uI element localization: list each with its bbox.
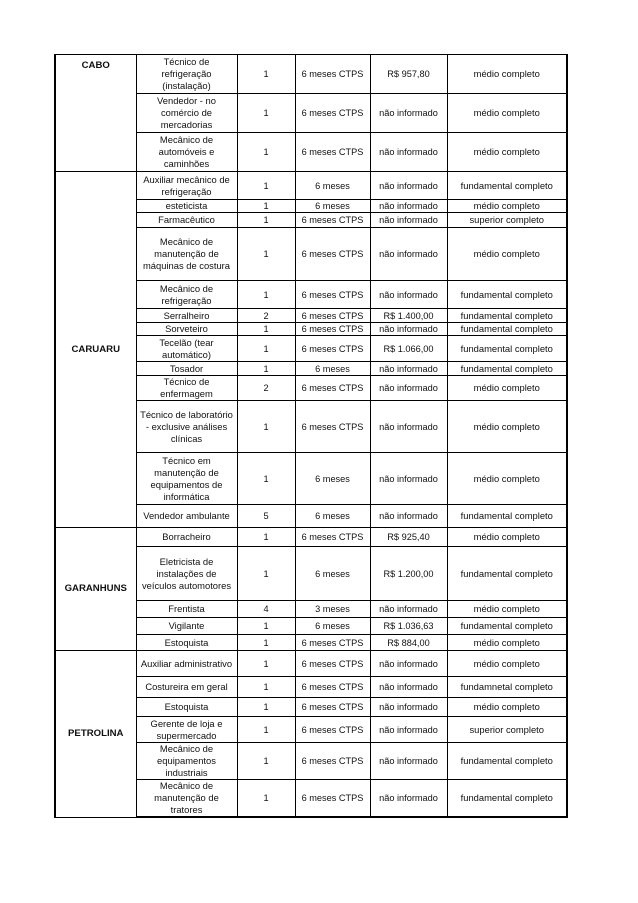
education-cell: médio completo <box>447 601 567 618</box>
job-title-cell: Mecânico de refrigeração <box>136 281 237 309</box>
city-cell: CABO <box>55 55 136 172</box>
job-title-cell: Frentista <box>136 601 237 618</box>
contract-cell: 6 meses CTPS <box>295 228 370 281</box>
education-cell: superior completo <box>447 213 567 228</box>
vacancies-cell: 1 <box>237 228 295 281</box>
education-cell: médio completo <box>447 228 567 281</box>
education-cell: médio completo <box>447 133 567 172</box>
salary-cell: não informado <box>370 133 447 172</box>
vacancies-cell: 1 <box>237 651 295 677</box>
job-title-cell: Mecânico de automóveis e caminhões <box>136 133 237 172</box>
contract-cell: 6 meses CTPS <box>295 323 370 336</box>
vacancies-cell: 1 <box>237 94 295 133</box>
job-title-cell: Técnico de laboratório - exclusive análises clínicas <box>136 401 237 453</box>
education-cell: fundamental completo <box>447 323 567 336</box>
contract-cell: 6 meses <box>295 200 370 213</box>
vacancies-cell: 1 <box>237 323 295 336</box>
contract-cell: 6 meses CTPS <box>295 698 370 717</box>
table-row <box>55 528 567 547</box>
contract-cell: 6 meses CTPS <box>295 743 370 780</box>
contract-cell: 6 meses <box>295 618 370 635</box>
salary-cell: não informado <box>370 401 447 453</box>
salary-cell: não informado <box>370 228 447 281</box>
vacancies-cell: 2 <box>237 376 295 401</box>
vacancies-cell: 4 <box>237 601 295 618</box>
job-title-cell: Auxiliar mecânico de refrigeração <box>136 172 237 200</box>
education-cell: médio completo <box>447 94 567 133</box>
vacancies-cell: 1 <box>237 336 295 362</box>
vacancies-cell: 1 <box>237 743 295 780</box>
education-cell: médio completo <box>447 635 567 651</box>
salary-cell: não informado <box>370 200 447 213</box>
contract-cell: 6 meses CTPS <box>295 309 370 323</box>
vacancies-cell: 1 <box>237 200 295 213</box>
salary-cell: não informado <box>370 213 447 228</box>
contract-cell: 6 meses CTPS <box>295 336 370 362</box>
education-cell: médio completo <box>447 401 567 453</box>
education-cell: fundamental completo <box>447 336 567 362</box>
salary-cell: R$ 1.066,00 <box>370 336 447 362</box>
salary-cell: R$ 1.400,00 <box>370 309 447 323</box>
salary-cell: não informado <box>370 717 447 743</box>
salary-cell: não informado <box>370 281 447 309</box>
education-cell: fundamental completo <box>447 281 567 309</box>
job-title-cell: Estoquista <box>136 635 237 651</box>
job-title-cell: Sorveteiro <box>136 323 237 336</box>
education-cell: fundamental completo <box>447 547 567 601</box>
vacancies-cell: 1 <box>237 213 295 228</box>
vacancies-cell: 1 <box>237 698 295 717</box>
contract-cell: 6 meses CTPS <box>295 213 370 228</box>
contract-cell: 6 meses <box>295 547 370 601</box>
contract-cell: 6 meses CTPS <box>295 281 370 309</box>
salary-cell: não informado <box>370 323 447 336</box>
education-cell: médio completo <box>447 528 567 547</box>
salary-cell: R$ 1.036,63 <box>370 618 447 635</box>
salary-cell: não informado <box>370 453 447 505</box>
contract-cell: 6 meses CTPS <box>295 94 370 133</box>
education-cell: médio completo <box>447 651 567 677</box>
education-cell: médio completo <box>447 698 567 717</box>
job-title-cell: esteticista <box>136 200 237 213</box>
vacancies-cell: 1 <box>237 547 295 601</box>
job-title-cell: Borracheiro <box>136 528 237 547</box>
job-title-cell: Mecânico de manutenção de tratores <box>136 780 237 818</box>
job-title-cell: Mecânico de equipamentos industriais <box>136 743 237 780</box>
education-cell: médio completo <box>447 55 567 94</box>
job-title-cell: Vigilante <box>136 618 237 635</box>
table-row <box>55 55 567 94</box>
salary-cell: não informado <box>370 601 447 618</box>
salary-cell: não informado <box>370 362 447 376</box>
education-cell: fundamental completo <box>447 618 567 635</box>
vacancies-cell: 1 <box>237 401 295 453</box>
contract-cell: 6 meses CTPS <box>295 717 370 743</box>
job-vacancies-table <box>54 54 568 818</box>
contract-cell: 6 meses CTPS <box>295 780 370 818</box>
contract-cell: 6 meses CTPS <box>295 677 370 698</box>
job-title-cell: Serralheiro <box>136 309 237 323</box>
job-title-cell: Vendedor ambulante <box>136 505 237 528</box>
vacancies-cell: 1 <box>237 172 295 200</box>
contract-cell: 6 meses CTPS <box>295 651 370 677</box>
job-title-cell: Técnico em manutenção de equipamentos de informática <box>136 453 237 505</box>
contract-cell: 6 meses CTPS <box>295 55 370 94</box>
table-row <box>55 172 567 200</box>
education-cell: fundamental completo <box>447 309 567 323</box>
education-cell: fundamnetal completo <box>447 677 567 698</box>
salary-cell: não informado <box>370 651 447 677</box>
job-title-cell: Técnico de refrigeração (instalação) <box>136 55 237 94</box>
contract-cell: 6 meses CTPS <box>295 635 370 651</box>
contract-cell: 6 meses CTPS <box>295 376 370 401</box>
salary-cell: não informado <box>370 172 447 200</box>
vacancies-cell: 1 <box>237 281 295 309</box>
education-cell: superior completo <box>447 717 567 743</box>
vacancies-cell: 1 <box>237 528 295 547</box>
salary-cell: não informado <box>370 780 447 818</box>
salary-cell: não informado <box>370 677 447 698</box>
city-cell: PETROLINA <box>55 651 136 818</box>
education-cell: fundamental completo <box>447 505 567 528</box>
salary-cell: não informado <box>370 743 447 780</box>
contract-cell: 6 meses <box>295 362 370 376</box>
vacancies-cell: 1 <box>237 453 295 505</box>
vacancies-cell: 1 <box>237 677 295 698</box>
education-cell: fundamental completo <box>447 780 567 818</box>
job-title-cell: Técnico de enfermagem <box>136 376 237 401</box>
salary-cell: R$ 1.200,00 <box>370 547 447 601</box>
education-cell: fundamental completo <box>447 172 567 200</box>
vacancies-cell: 5 <box>237 505 295 528</box>
contract-cell: 6 meses CTPS <box>295 133 370 172</box>
job-title-cell: Costureira em geral <box>136 677 237 698</box>
salary-cell: não informado <box>370 698 447 717</box>
salary-cell: R$ 884,00 <box>370 635 447 651</box>
education-cell: fundamental completo <box>447 743 567 780</box>
job-title-cell: Mecânico de manutenção de máquinas de costura <box>136 228 237 281</box>
education-cell: médio completo <box>447 200 567 213</box>
contract-cell: 6 meses CTPS <box>295 528 370 547</box>
table-body <box>55 55 567 818</box>
job-title-cell: Tosador <box>136 362 237 376</box>
vacancies-cell: 1 <box>237 635 295 651</box>
vacancies-cell: 1 <box>237 55 295 94</box>
job-title-cell: Vendedor - no comércio de mercadorias <box>136 94 237 133</box>
city-cell: CARUARU <box>55 172 136 528</box>
job-title-cell: Gerente de loja e supermercado <box>136 717 237 743</box>
salary-cell: não informado <box>370 376 447 401</box>
vacancies-cell: 2 <box>237 309 295 323</box>
salary-cell: não informado <box>370 94 447 133</box>
education-cell: médio completo <box>447 376 567 401</box>
education-cell: médio completo <box>447 453 567 505</box>
vacancies-cell: 1 <box>237 780 295 818</box>
table-row <box>55 651 567 677</box>
job-title-cell: Eletricista de instalações de veículos automotores <box>136 547 237 601</box>
job-title-cell: Estoquista <box>136 698 237 717</box>
job-title-cell: Tecelão (tear automático) <box>136 336 237 362</box>
contract-cell: 6 meses CTPS <box>295 401 370 453</box>
salary-cell: R$ 957,80 <box>370 55 447 94</box>
job-title-cell: Auxiliar administrativo <box>136 651 237 677</box>
vacancies-cell: 1 <box>237 618 295 635</box>
contract-cell: 6 meses <box>295 505 370 528</box>
contract-cell: 3 meses <box>295 601 370 618</box>
contract-cell: 6 meses <box>295 172 370 200</box>
vacancies-cell: 1 <box>237 717 295 743</box>
education-cell: fundamental completo <box>447 362 567 376</box>
vacancies-cell: 1 <box>237 133 295 172</box>
job-title-cell: Farmacêutico <box>136 213 237 228</box>
vacancies-cell: 1 <box>237 362 295 376</box>
salary-cell: R$ 925,40 <box>370 528 447 547</box>
city-cell: GARANHUNS <box>55 528 136 651</box>
contract-cell: 6 meses <box>295 453 370 505</box>
salary-cell: não informado <box>370 505 447 528</box>
